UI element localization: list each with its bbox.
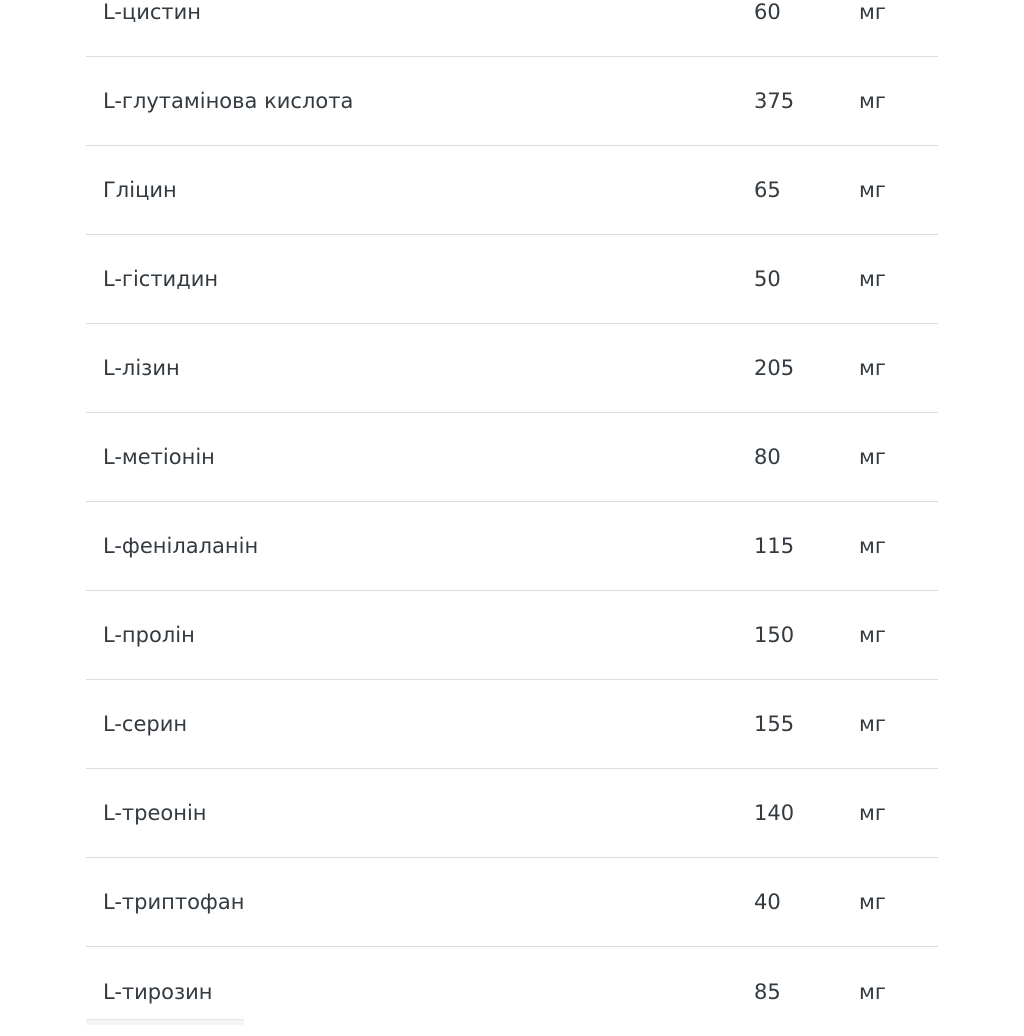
table-row: [86, 324, 938, 413]
table-row: [86, 413, 938, 502]
ingredient-amount: 50: [754, 267, 781, 291]
ingredient-amount: 80: [754, 445, 781, 469]
ingredient-name: L-глутамінова кислота: [103, 89, 354, 113]
ingredient-amount: 40: [754, 890, 781, 914]
ingredient-name: L-серин: [103, 712, 188, 736]
ingredient-amount: 85: [754, 979, 781, 1004]
ingredient-unit: мг: [859, 445, 886, 469]
ingredient-name: L-метіонін: [103, 445, 215, 469]
table-row: [86, 680, 938, 769]
ingredient-unit: мг: [859, 534, 886, 558]
ingredient-name: L-цистин: [103, 0, 202, 24]
table-row: [86, 591, 938, 680]
ingredient-unit: мг: [859, 890, 886, 914]
ingredient-unit: мг: [859, 623, 886, 647]
ingredient-name: L-пролін: [103, 623, 195, 647]
ingredient-amount: 150: [754, 623, 795, 647]
ingredient-unit: мг: [859, 178, 886, 202]
ingredient-amount: 65: [754, 178, 781, 202]
ingredient-amount: 205: [754, 356, 795, 380]
bottom-edge-strip: [86, 1019, 244, 1025]
table-row: [86, 235, 938, 324]
ingredient-unit: мг: [859, 89, 886, 113]
ingredient-unit: мг: [859, 0, 886, 24]
ingredient-name: L-лізин: [103, 356, 180, 380]
table-row: [86, 146, 938, 235]
ingredient-unit: мг: [859, 712, 886, 736]
table-row: [86, 57, 938, 146]
ingredient-unit: мг: [859, 801, 886, 825]
ingredient-name: L-фенілаланін: [103, 534, 259, 558]
ingredient-name: L-триптофан: [103, 890, 245, 914]
ingredient-name: L-тирозин: [103, 979, 213, 1004]
nutrition-table: [86, 0, 938, 1036]
table-row: [86, 858, 938, 947]
ingredient-name: Гліцин: [103, 178, 177, 202]
ingredient-name: L-треонін: [103, 801, 207, 825]
ingredient-amount: 60: [754, 0, 781, 24]
ingredient-name: L-гістидин: [103, 267, 219, 291]
ingredient-amount: 115: [754, 534, 795, 558]
ingredient-amount: 375: [754, 89, 795, 113]
ingredient-amount: 155: [754, 712, 795, 736]
ingredient-amount: 140: [754, 801, 795, 825]
ingredient-unit: мг: [859, 979, 886, 1004]
table-row: [86, 502, 938, 591]
table-row: [86, 0, 938, 57]
ingredient-unit: мг: [859, 356, 886, 380]
ingredient-unit: мг: [859, 267, 886, 291]
table-row: [86, 769, 938, 858]
